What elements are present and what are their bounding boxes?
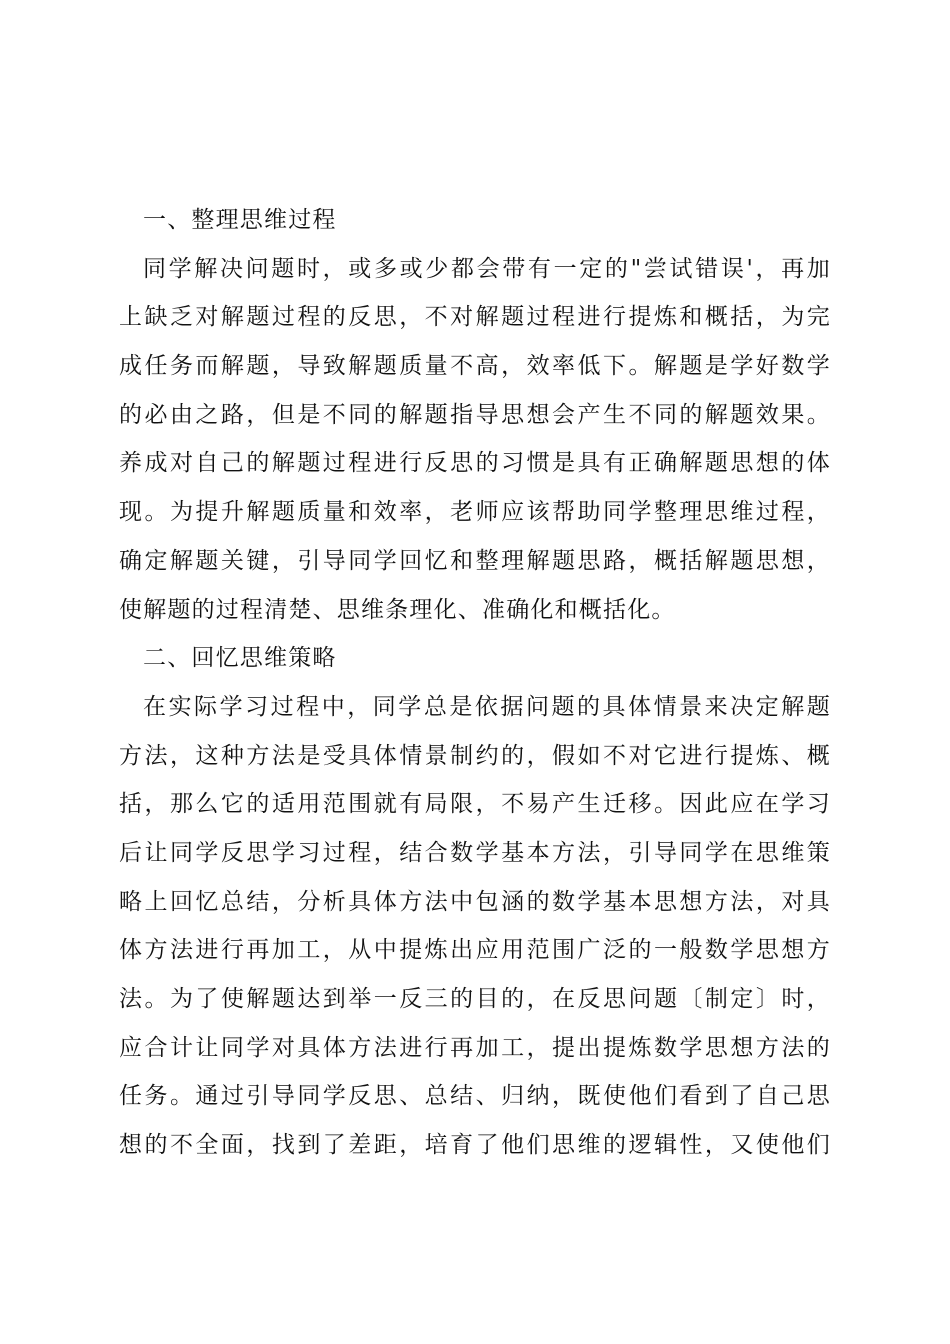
paragraph-line: 体方法进行再加工，从中提炼出应用范围广泛的一般数学思想方: [119, 937, 831, 964]
paragraph-line: 想的不全面，找到了差距，培育了他们思维的逻辑性，又使他们: [119, 1132, 831, 1159]
paragraph-line: 同学解决问题时，或多或少都会带有一定的"尝试错误'，再加: [143, 255, 831, 282]
paragraph-line: 成任务而解题，导致解题质量不高，效率低下。解题是学好数学: [119, 353, 831, 380]
paragraph-line: 使解题的过程清楚、思维条理化、准确化和概括化。: [119, 596, 676, 623]
document-body: [119, 196, 831, 1170]
paragraph-line: 上缺乏对解题过程的反思，不对解题过程进行提炼和概括，为完: [119, 304, 831, 331]
paragraph-line: 应合计让同学对具体方法进行再加工，提出提炼数学思想方法的: [119, 1034, 831, 1061]
paragraph-line: 确定解题关键，引导同学回忆和整理解题思路，概括解题思想，: [119, 547, 831, 574]
section-heading-2: 二、回忆思维策略: [143, 645, 337, 672]
paragraph-line: 方法，这种方法是受具体情景制约的，假如不对它进行提炼、概: [119, 742, 831, 769]
paragraph-line: 后让同学反思学习过程，结合数学基本方法，引导同学在思维策: [119, 839, 831, 866]
paragraph-line: 括，那么它的适用范围就有局限，不易产生迁移。因此应在学习: [119, 791, 831, 818]
paragraph-line: 法。为了使解题达到举一反三的目的，在反思问题〔制定〕时，: [119, 986, 831, 1012]
paragraph-line: 现。为提升解题质量和效率，老师应该帮助同学整理思维过程，: [119, 499, 831, 526]
paragraph-line: 任务。通过引导同学反思、总结、归纳，既使他们看到了自己思: [119, 1083, 831, 1110]
paragraph-line: 的必由之路，但是不同的解题指导思想会产生不同的解题效果。: [119, 401, 831, 428]
paragraph-line: 略上回忆总结，分析具体方法中包涵的数学基本思想方法，对具: [119, 888, 831, 915]
paragraph-line: 在实际学习过程中，同学总是依据问题的具体情景来决定解题: [143, 693, 831, 720]
paragraph-line: 养成对自己的解题过程进行反思的习惯是具有正确解题思想的体: [119, 450, 831, 477]
section-heading-1: 一、整理思维过程: [143, 207, 337, 233]
